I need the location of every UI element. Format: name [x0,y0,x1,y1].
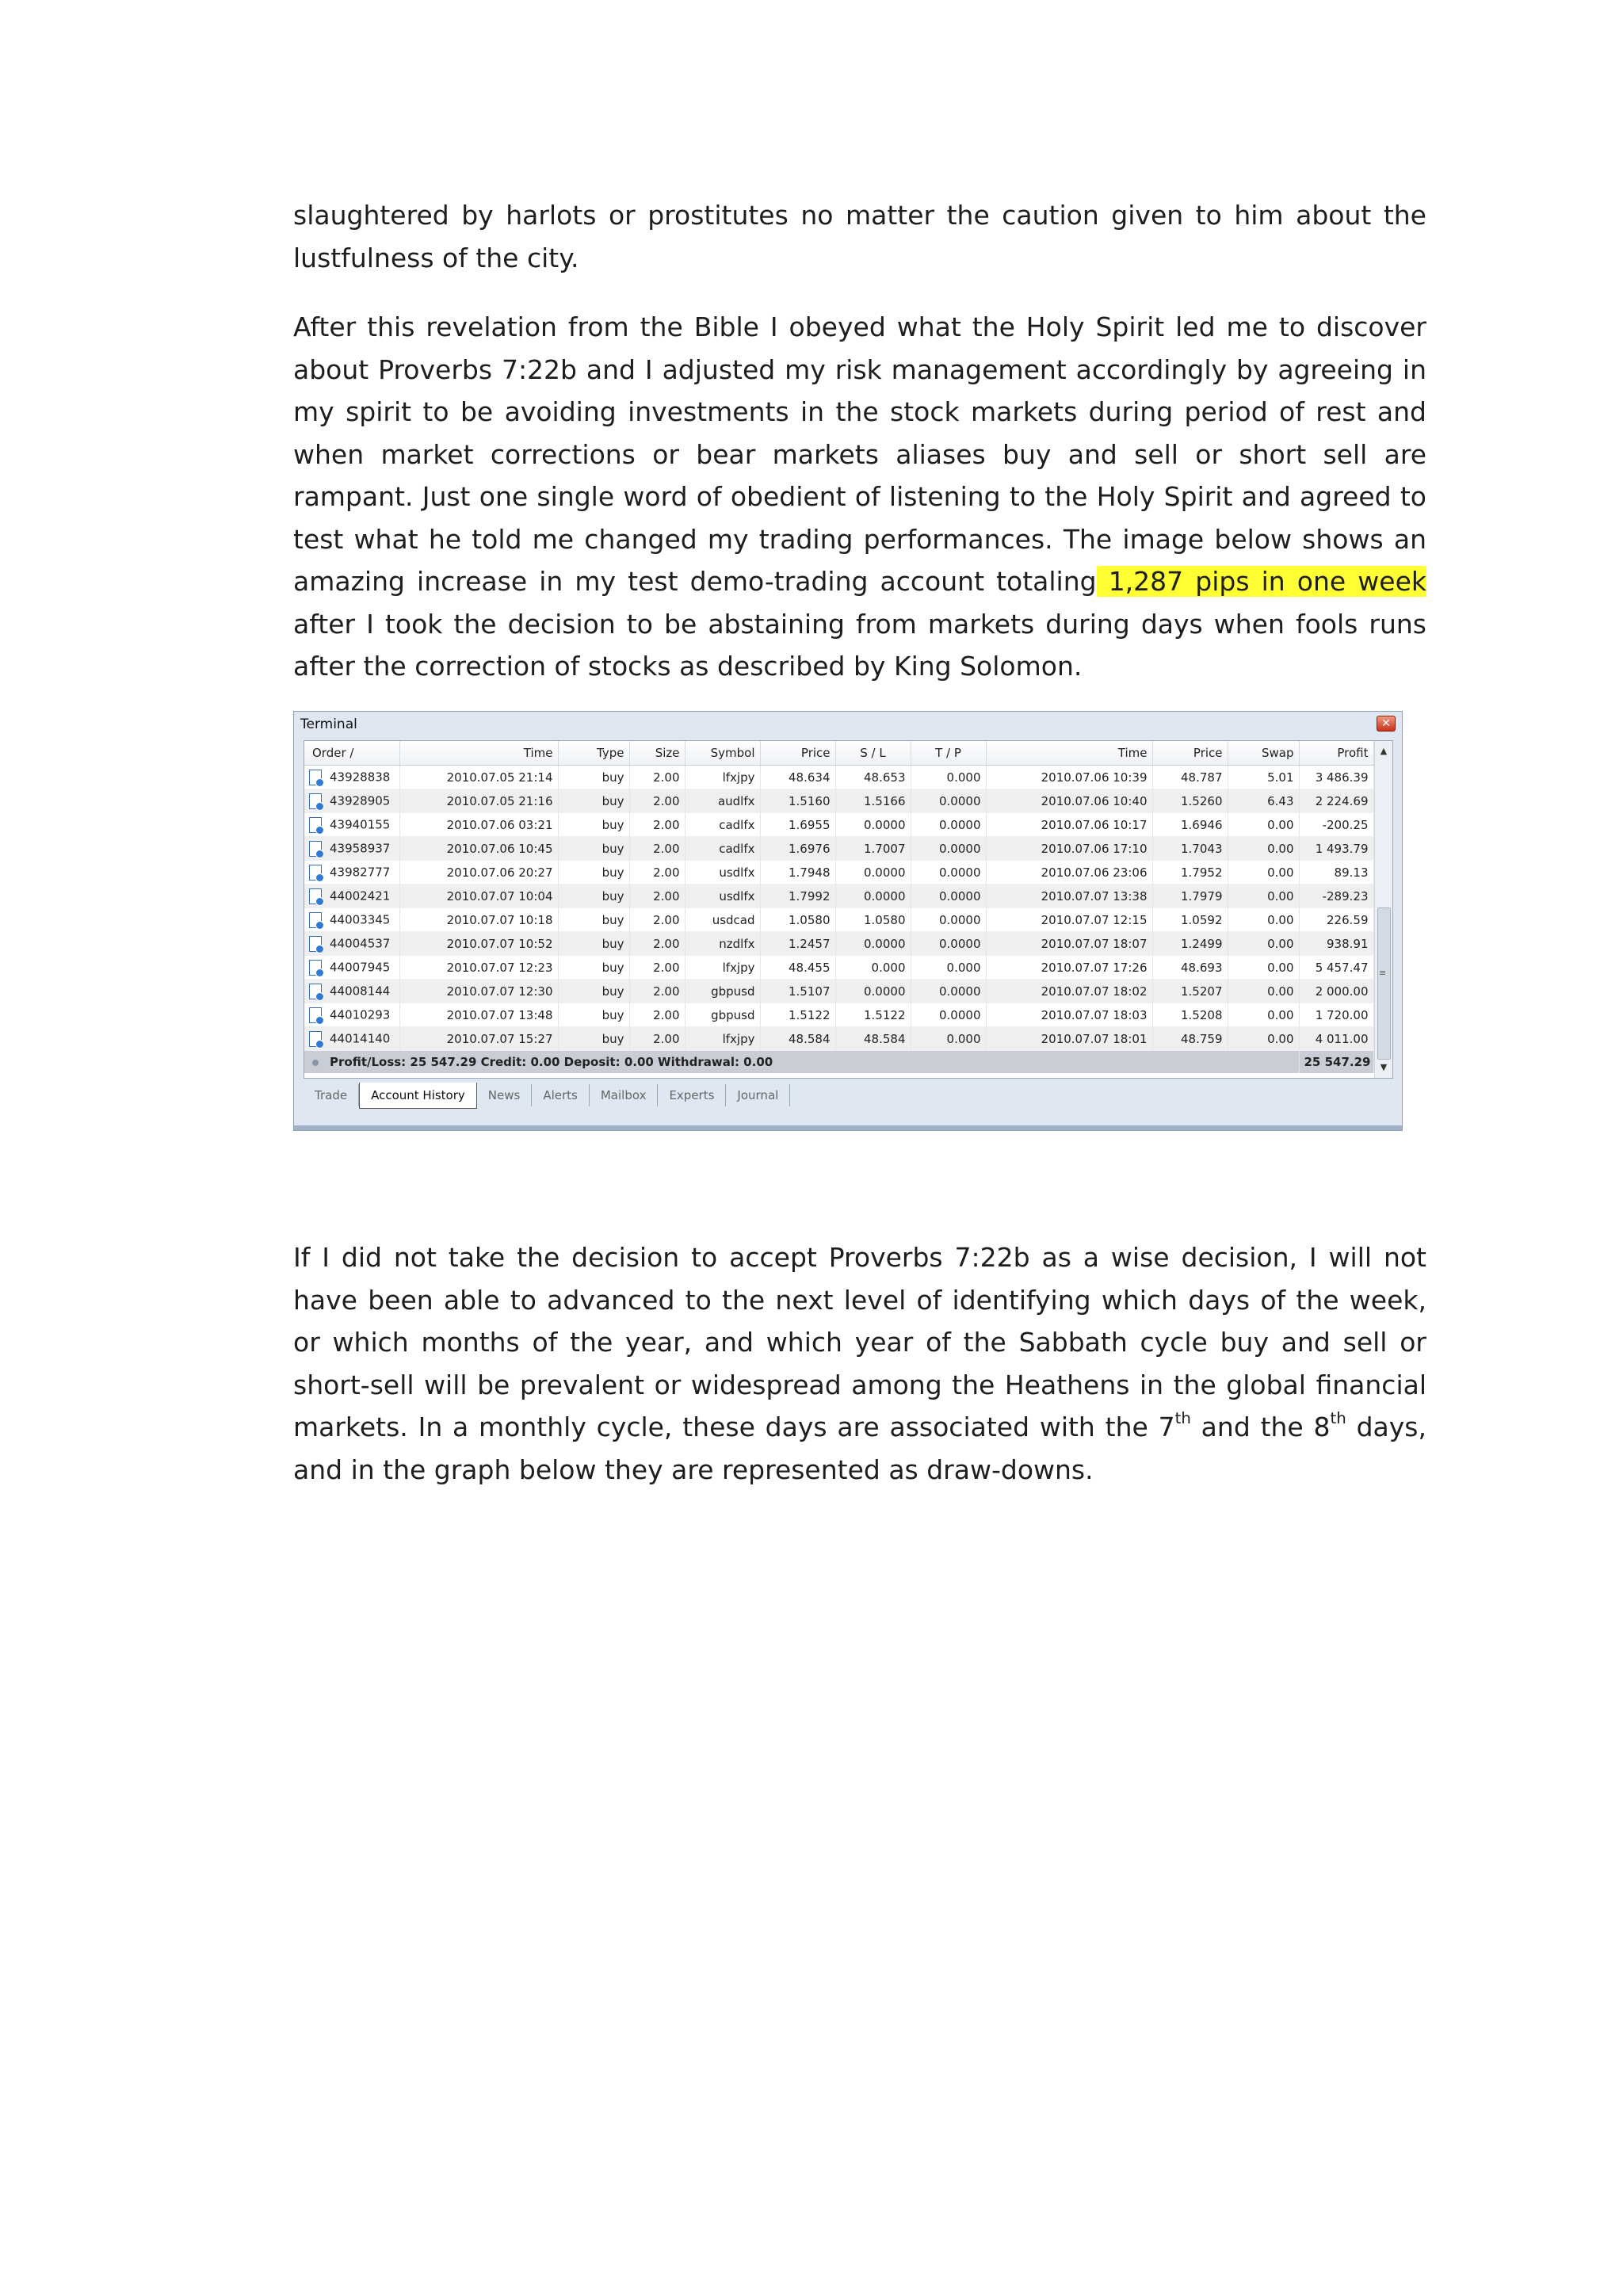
table-cell: 0.0000 [835,980,911,1003]
table-cell: gbpusd [685,1003,760,1027]
superscript-th-1: th [1174,1409,1191,1428]
table-cell: 0.0000 [911,884,986,908]
table-cell: 2010.07.07 15:27 [399,1027,558,1051]
table-row[interactable] [304,1027,1373,1051]
table-cell: cadlfx [685,813,760,837]
table-cell: 2010.07.07 18:03 [986,1003,1152,1027]
table-cell: 0.0000 [835,884,911,908]
table-cell: buy [558,813,629,837]
table-cell: 938.91 [1299,932,1373,956]
table-cell: 2010.07.07 18:07 [986,932,1152,956]
table-cell [304,789,399,813]
scroll-thumb[interactable] [1377,907,1391,1060]
table-cell: 2010.07.06 10:39 [986,766,1152,789]
table-row[interactable] [304,1003,1373,1027]
table-cell: 0.0000 [835,861,911,884]
scroll-grip-icon: ≡ [1379,968,1387,978]
table-cell: 2.00 [629,813,685,837]
summary-text: Profit/Loss: 25 547.29 Credit: 0.00 Deposit: 0.00 Withdrawal: 0.00 [330,1055,773,1069]
table-cell: 1.2499 [1152,932,1228,956]
column-header[interactable]: Profit [1299,741,1373,766]
table-cell: 0.0000 [911,932,986,956]
table-cell [304,884,399,908]
table-cell: 48.455 [760,956,835,980]
table-row[interactable] [304,789,1373,813]
table-cell: 0.00 [1228,1003,1299,1027]
table-cell: 1.6946 [1152,813,1228,837]
account-history-grid [304,740,1393,1079]
table-cell: buy [558,1027,629,1051]
table-cell: 0.0000 [911,837,986,861]
closed-order-icon [309,770,322,785]
table-cell: gbpusd [685,980,760,1003]
table-cell: 1.6955 [760,813,835,837]
table-cell: -289.23 [1299,884,1373,908]
table-cell: 48.634 [760,766,835,789]
closed-order-icon [309,1031,322,1047]
column-header[interactable]: S / L [835,741,911,766]
closed-order-icon [309,984,322,999]
table-cell: 1.0580 [760,908,835,932]
table-cell: 2.00 [629,956,685,980]
table-cell: 0.00 [1228,932,1299,956]
table-cell: 2 000.00 [1299,980,1373,1003]
table-cell: 48.693 [1152,956,1228,980]
paragraph-3 [293,1236,1426,1491]
paragraph-1-text: slaughtered by harlots or prostitutes no matter the caution given to him about the lustfulness of the city. [293,200,1426,273]
vertical-scrollbar[interactable] [1374,741,1392,1078]
table-cell: 2010.07.07 12:30 [399,980,558,1003]
table-cell: 0.000 [911,1027,986,1051]
column-header[interactable]: T / P [911,741,986,766]
column-header[interactable]: Price [1152,741,1228,766]
closed-order-icon [309,817,322,833]
order-number: 43940155 [330,817,391,831]
table-cell [304,861,399,884]
order-number: 43958937 [330,841,391,855]
column-header[interactable]: Swap [1228,741,1299,766]
table-cell: buy [558,884,629,908]
order-number: 44008144 [330,984,391,998]
table-cell: 2.00 [629,789,685,813]
paragraph-3-part1: If I did not take the decision to accept Proverbs 7:22b as a wise decision, I will not have been able to advanced to the next level of identifying which days of the week, or which months of the year, and which year of the Sabbath cycle buy and sell or short-sell will be prevalent or widespread among the Heathens in the global financial markets. In a monthly cycle, these days are associated with the 7 [293,1242,1426,1442]
table-cell: 0.0000 [911,789,986,813]
column-header[interactable]: Size [629,741,685,766]
order-number: 43928905 [330,793,391,808]
table-cell: 2010.07.07 12:15 [986,908,1152,932]
column-header[interactable]: Order / [304,741,399,766]
table-cell: 1.7948 [760,861,835,884]
column-header[interactable]: Symbol [685,741,760,766]
table-cell [304,766,399,789]
table-cell: 2010.07.06 20:27 [399,861,558,884]
terminal-titlebar [294,712,1402,737]
table-cell: buy [558,789,629,813]
table-cell: buy [558,766,629,789]
table-cell [304,837,399,861]
column-header[interactable]: Price [760,741,835,766]
table-cell: usdlfx [685,861,760,884]
tab-mailbox[interactable]: Mailbox [590,1084,659,1106]
summary-row [304,1051,1373,1074]
paragraph-2 [293,306,1426,688]
table-cell: 1.7992 [760,884,835,908]
paragraph-2-part1: After this revelation from the Bible I obeyed what the Holy Spirit led me to discover about Proverbs 7:22b and I adjusted my risk management accordingly by agreeing in my spirit to be avoiding investments in the stock markets during period of rest and when market corrections or bear markets aliases buy and sell or short sell are rampant. Just one single word of obedient of listening to the Holy Spirit and agreed to test what he told me changed my trading performances. The image below shows an amazing increase in my test demo-trading account totaling [293,311,1426,597]
table-cell: 2.00 [629,766,685,789]
table-row[interactable] [304,837,1373,861]
order-number: 44004537 [330,936,391,950]
table-cell: 2.00 [629,908,685,932]
order-number: 44003345 [330,912,391,926]
table-cell: 1.5208 [1152,1003,1228,1027]
table-cell: 2.00 [629,980,685,1003]
table-cell: 0.00 [1228,884,1299,908]
table-cell: 1.5122 [760,1003,835,1027]
tab-news[interactable]: News [477,1084,533,1106]
table-row[interactable] [304,956,1373,980]
table-cell: 0.0000 [911,1003,986,1027]
table-cell: 2010.07.07 13:48 [399,1003,558,1027]
table-cell: 0.000 [911,766,986,789]
tab-account-history[interactable]: Account History [359,1083,477,1109]
table-cell: 2 224.69 [1299,789,1373,813]
table-cell: 2010.07.06 23:06 [986,861,1152,884]
table-cell: 1.7043 [1152,837,1228,861]
table-cell: 0.00 [1228,1027,1299,1051]
paragraph-1 [293,194,1426,279]
order-number: 44010293 [330,1007,391,1022]
table-row[interactable] [304,980,1373,1003]
table-cell: buy [558,837,629,861]
scroll-down-icon[interactable]: ▼ [1380,1062,1388,1072]
table-cell: 0.00 [1228,956,1299,980]
tab-trade[interactable]: Trade [304,1084,359,1106]
table-row[interactable] [304,861,1373,884]
highlighted-pips-text: 1,287 pips in one week [1096,566,1426,597]
terminal-window [293,711,1403,1131]
table-cell: 2010.07.05 21:16 [399,789,558,813]
table-cell: 2.00 [629,1027,685,1051]
table-cell: usdcad [685,908,760,932]
table-cell: 2.00 [629,861,685,884]
table-cell: 0.00 [1228,861,1299,884]
table-cell: 2010.07.07 10:18 [399,908,558,932]
table-cell: 48.787 [1152,766,1228,789]
paragraph-3-mid: and the 8 [1190,1412,1331,1442]
tab-journal[interactable]: Journal [726,1084,790,1106]
order-number: 44014140 [330,1031,391,1045]
table-cell: 1 493.79 [1299,837,1373,861]
closed-order-icon [309,912,322,928]
table-cell: buy [558,1003,629,1027]
close-icon[interactable]: ✕ [1377,716,1396,732]
paragraph-3-text [293,1236,1426,1491]
paragraph-3-part2: days, and in the graph below they are represented as draw-downs. [293,1412,1426,1485]
table-cell: 1.7952 [1152,861,1228,884]
table-cell: buy [558,956,629,980]
table-cell: 2010.07.06 10:45 [399,837,558,861]
table-cell [304,980,399,1003]
table-cell: 2010.07.07 18:01 [986,1027,1152,1051]
table-cell: 2.00 [629,1003,685,1027]
closed-order-icon [309,793,322,809]
table-cell: nzdlfx [685,932,760,956]
table-row[interactable] [304,932,1373,956]
table-cell [304,908,399,932]
table-cell: buy [558,980,629,1003]
table-cell: 89.13 [1299,861,1373,884]
table-cell: 48.759 [1152,1027,1228,1051]
table-cell: 2.00 [629,884,685,908]
order-number: 44002421 [330,888,391,903]
table-cell: 2010.07.07 10:04 [399,884,558,908]
table-cell: 0.00 [1228,908,1299,932]
table-cell: 1.5166 [835,789,911,813]
table-cell: 0.0000 [911,861,986,884]
table-cell: cadlfx [685,837,760,861]
account-history-table [304,741,1374,1073]
table-cell: 5.01 [1228,766,1299,789]
summary-total: 25 547.29 [1299,1051,1373,1074]
table-cell: 2010.07.05 21:14 [399,766,558,789]
table-cell: lfxjpy [685,766,760,789]
paragraph-2-part2: after I took the decision to be abstaining from markets during days when fools runs after the correction of stocks as described by King Solomon. [293,608,1426,682]
table-cell: 1.5207 [1152,980,1228,1003]
table-cell: 0.0000 [911,980,986,1003]
table-cell: 1.5122 [835,1003,911,1027]
table-cell: 2010.07.07 12:23 [399,956,558,980]
table-row[interactable] [304,884,1373,908]
table-cell [304,956,399,980]
table-cell: 0.0000 [835,932,911,956]
table-cell: 2010.07.07 13:38 [986,884,1152,908]
table-cell: 1.7007 [835,837,911,861]
terminal-title: Terminal [300,716,357,732]
column-header[interactable]: Time [399,741,558,766]
table-cell: 1.6976 [760,837,835,861]
table-cell: 0.0000 [911,908,986,932]
column-header[interactable]: Time [986,741,1152,766]
tab-alerts[interactable]: Alerts [532,1084,590,1106]
table-cell: -200.25 [1299,813,1373,837]
table-cell: 1.7979 [1152,884,1228,908]
table-cell: audlfx [685,789,760,813]
order-number: 43928838 [330,770,391,784]
closed-order-icon [309,841,322,857]
table-cell: lfxjpy [685,956,760,980]
superscript-th-2: th [1330,1409,1346,1428]
table-cell: 48.584 [835,1027,911,1051]
closed-order-icon [309,1007,322,1023]
table-cell: 226.59 [1299,908,1373,932]
table-cell: 6.43 [1228,789,1299,813]
table-cell: 1.5107 [760,980,835,1003]
summary-dot-icon [312,1060,319,1066]
table-cell: lfxjpy [685,1027,760,1051]
table-cell: 2010.07.06 17:10 [986,837,1152,861]
table-cell [304,1027,399,1051]
table-cell: 4 011.00 [1299,1027,1373,1051]
order-number: 43982777 [330,865,391,879]
closed-order-icon [309,888,322,904]
table-cell: 0.00 [1228,813,1299,837]
terminal-tabs [304,1084,790,1108]
terminal-bottom-border [294,1125,1402,1130]
paragraph-2-text [293,306,1426,688]
table-cell: 5 457.47 [1299,956,1373,980]
table-cell: buy [558,861,629,884]
table-header-row [304,741,1373,766]
table-cell: 2.00 [629,837,685,861]
table-cell [304,813,399,837]
summary-cell [304,1051,1299,1074]
table-cell: 48.653 [835,766,911,789]
closed-order-icon [309,865,322,881]
table-cell: 0.000 [911,956,986,980]
table-cell: 2010.07.07 18:02 [986,980,1152,1003]
table-cell: 2010.07.06 03:21 [399,813,558,837]
table-cell [304,932,399,956]
table-cell: buy [558,908,629,932]
table-row[interactable] [304,813,1373,837]
table-cell: 0.00 [1228,837,1299,861]
table-cell: 1.5260 [1152,789,1228,813]
table-cell: 1 720.00 [1299,1003,1373,1027]
table-cell: 0.0000 [835,813,911,837]
table-cell: usdlfx [685,884,760,908]
table-cell: 1.0592 [1152,908,1228,932]
table-row[interactable] [304,766,1373,789]
closed-order-icon [309,960,322,976]
table-cell: 2010.07.06 10:40 [986,789,1152,813]
table-cell: 3 486.39 [1299,766,1373,789]
order-number: 44007945 [330,960,391,974]
table-row[interactable] [304,908,1373,932]
tab-experts[interactable]: Experts [658,1084,726,1106]
table-cell: 1.2457 [760,932,835,956]
table-cell: 2.00 [629,932,685,956]
table-cell: 0.000 [835,956,911,980]
column-header[interactable]: Type [558,741,629,766]
table-cell: 1.0580 [835,908,911,932]
table-cell: buy [558,932,629,956]
table-cell: 0.0000 [911,813,986,837]
closed-order-icon [309,936,322,952]
table-cell: 0.00 [1228,980,1299,1003]
table-cell: 48.584 [760,1027,835,1051]
table-cell: 1.5160 [760,789,835,813]
table-cell: 2010.07.07 10:52 [399,932,558,956]
table-cell [304,1003,399,1027]
scroll-up-icon[interactable]: ▲ [1380,746,1388,756]
table-cell: 2010.07.07 17:26 [986,956,1152,980]
table-cell: 2010.07.06 10:17 [986,813,1152,837]
